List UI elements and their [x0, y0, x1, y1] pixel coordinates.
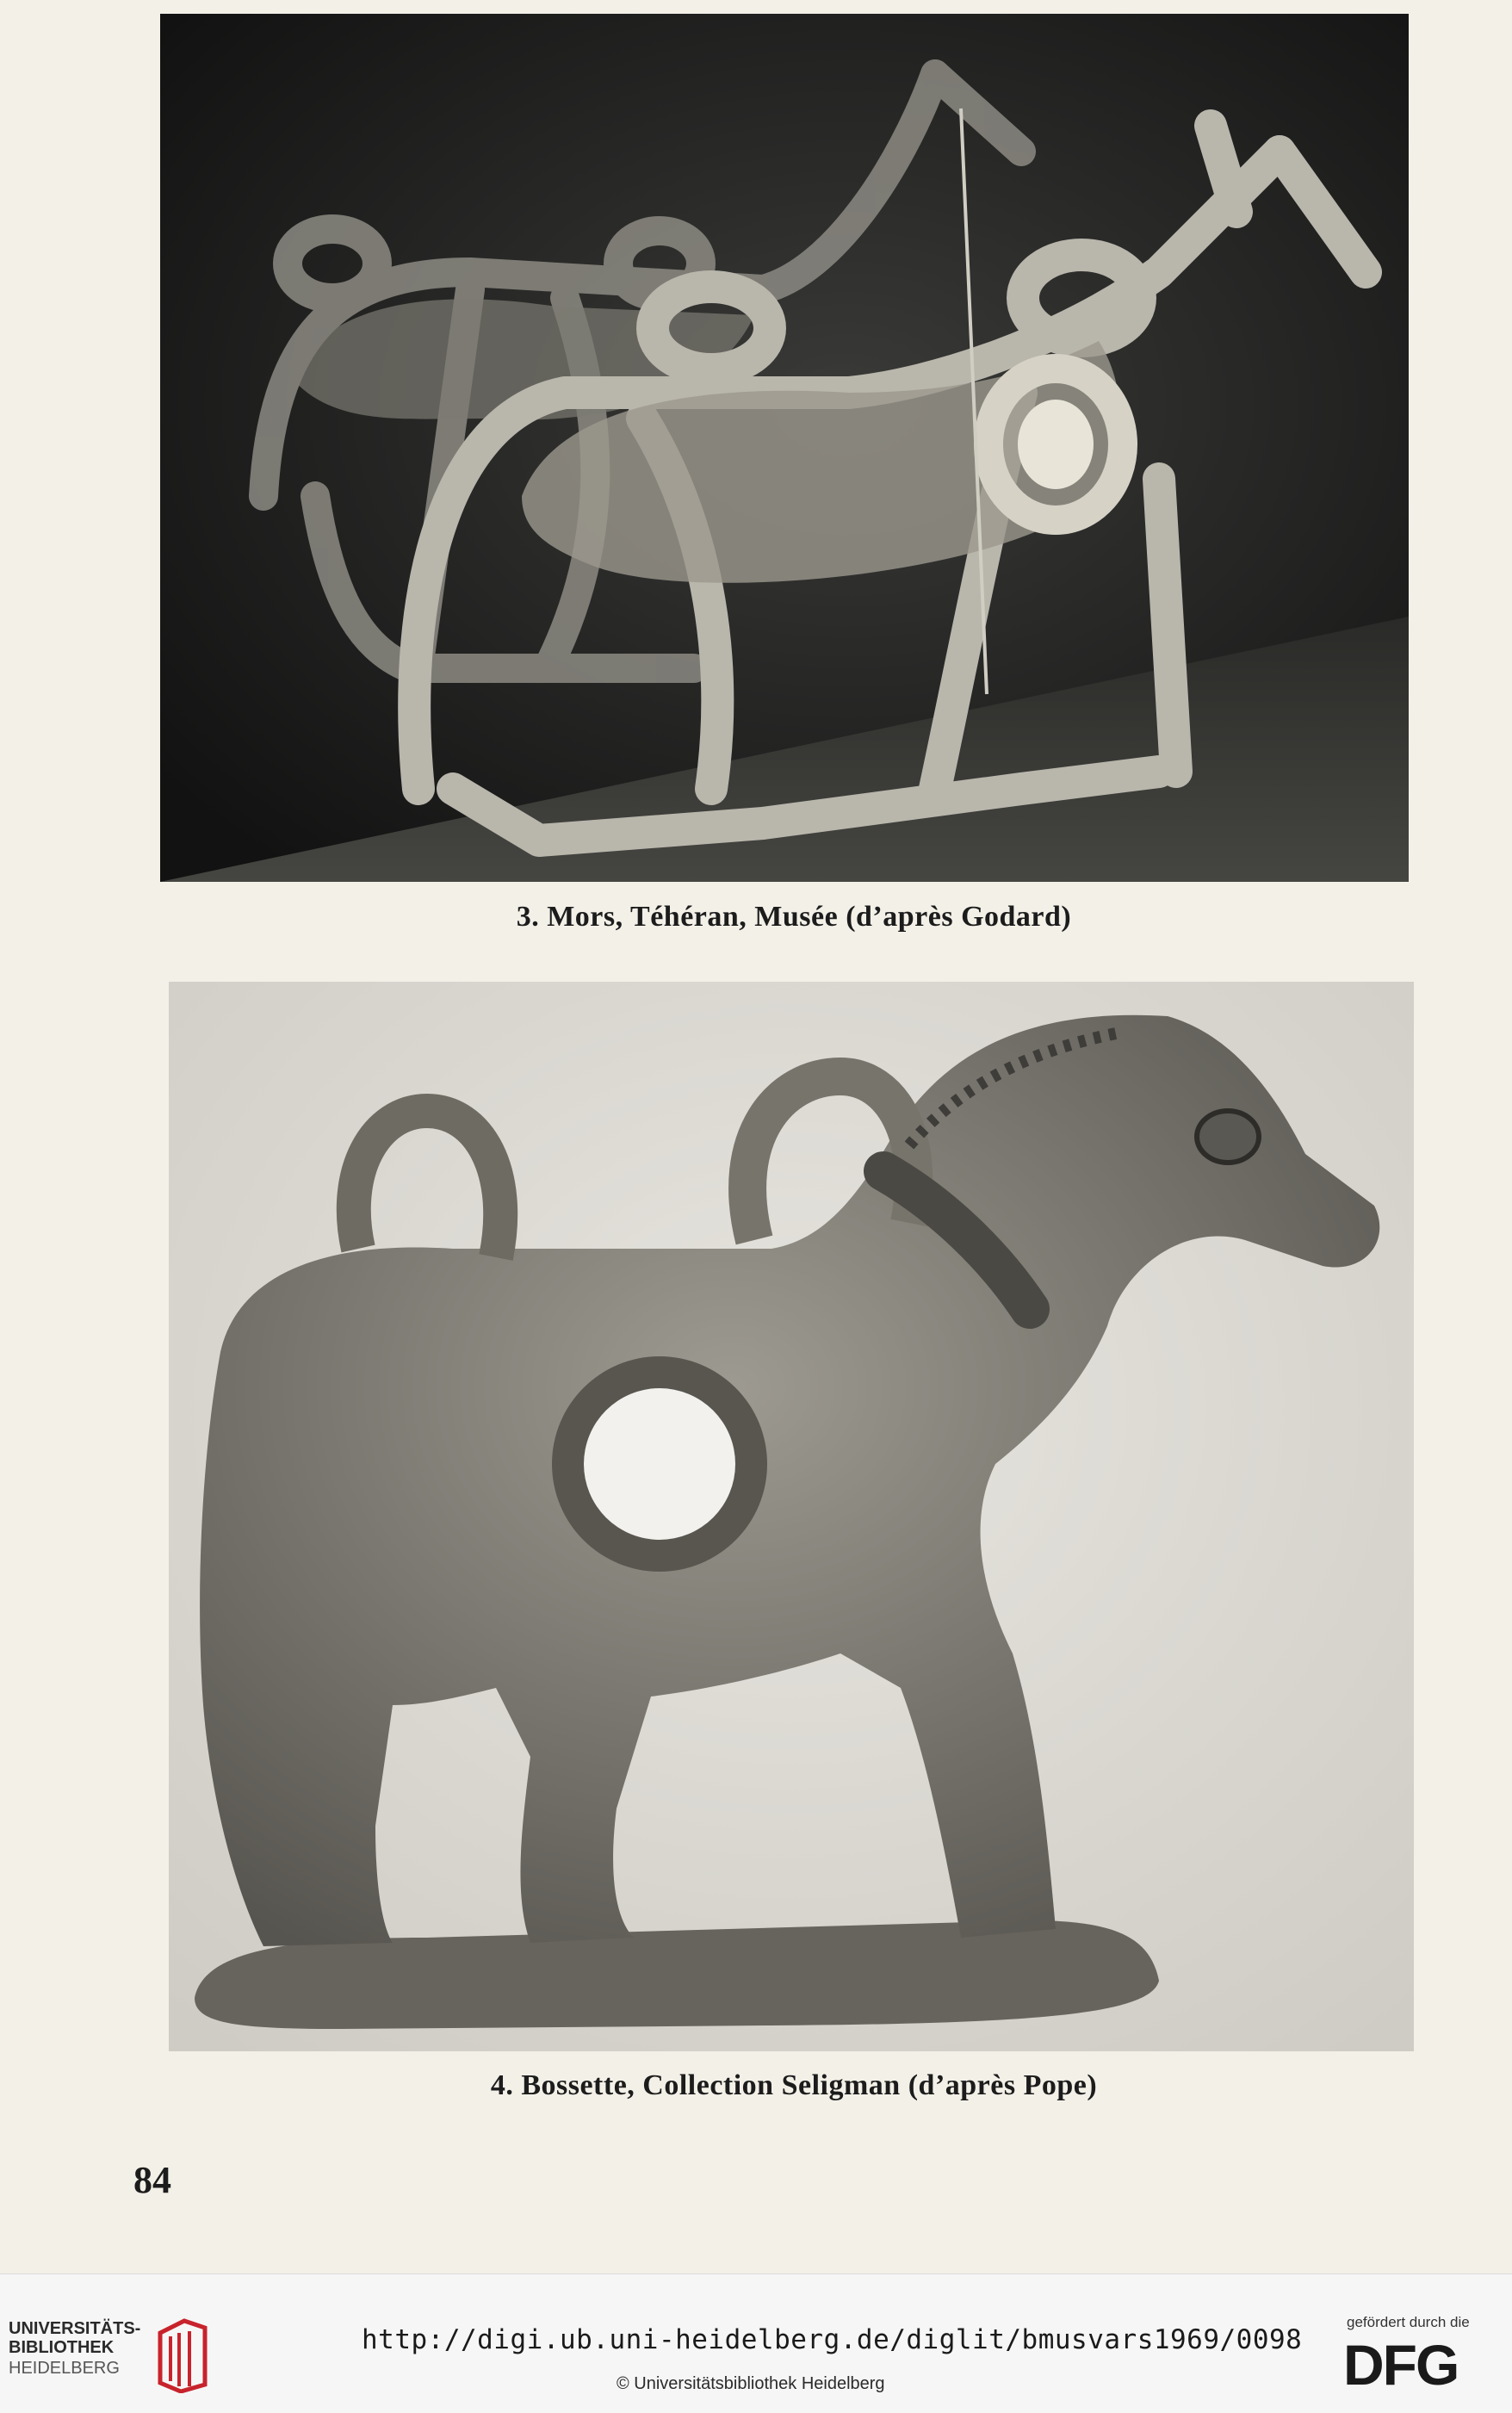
page-number: 84 [133, 2159, 171, 2201]
library-logo[interactable] [0, 2316, 224, 2393]
permalink-url[interactable]: http://digi.ub.uni-heidelberg.de/diglit/bmusvars1969/0098 [362, 2324, 1303, 2355]
dfg-logo[interactable]: DFG [1343, 2333, 1459, 2397]
plate-photo-bossette [169, 982, 1414, 2051]
copyright-text: © Universitätsbibliothek Heidelberg [617, 2374, 885, 2393]
two-horse-bit-image [160, 14, 1409, 882]
digitization-footer [0, 2273, 1512, 2413]
horse-boss-image [169, 982, 1414, 2051]
plate-photo-mors [160, 14, 1409, 882]
plate-caption-mors: 3. Mors, Téhéran, Musée (d’après Godard) [516, 901, 1072, 933]
library-name-line1: UNIVERSITÄTS- [9, 2319, 141, 2338]
funding-note: gefördert durch die [1347, 2314, 1470, 2330]
plate-caption-bossette: 4. Bossette, Collection Seligman (d’après Pope) [490, 2069, 1098, 2101]
library-name-line2: BIBLIOTHEK [9, 2338, 115, 2357]
library-name-line3: HEIDELBERG [9, 2359, 120, 2378]
library-book-icon [155, 2316, 210, 2393]
